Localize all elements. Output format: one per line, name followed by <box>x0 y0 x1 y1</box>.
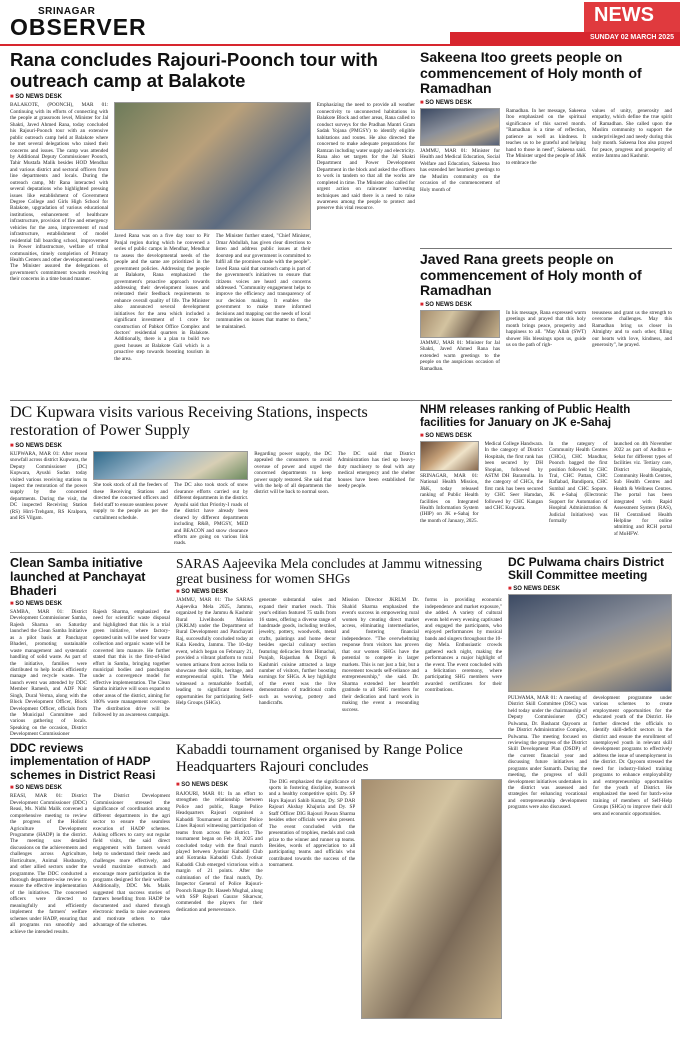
story-headline: Clean Samba initiative launched at Panchayat Bhaderi <box>10 556 146 598</box>
story-photo <box>361 779 502 1019</box>
story-column: The District Development Commissioner stressed the significance of coordination among different departments in the agri sector to ensure the seamless execution of HADP schemes. Asking officers to carry out regular field visits, the said direct engagement with farmers would help to understand their needs and challenges more effectively, and would maximize outreach and encourage more participation in the programs designed for their welfare. Additionally, DDC Ms. Malik suggested that success stories of farmers benefiting from HADP be documented and shared through electronic media to raise awareness and motivate others to take advantage of the schemes. <box>93 793 170 929</box>
story-saras <box>176 556 502 736</box>
story-byline: ■ SO NEWS DESK <box>176 781 228 788</box>
story-javed <box>420 252 672 398</box>
story-byline: ■ SO NEWS DESK <box>10 94 62 101</box>
story-column: Medical College Handwara. In the category of District Hospitals, the first rank has been secured by DH Shopian, followed by ASTM DH Baramulla. In the category of CHCs, the first rank has been secured by CHC Seer Hamdan, followed by CHC Kangan and CHC Kupwara. <box>484 440 543 512</box>
story-photo <box>420 108 500 146</box>
story-column: Emphasizing the need to provide all weather connectivity to unconnected habitations in Balakote Block and other areas, Rana called to conduct surveys for the Pradhan Mantri Gram Sadak Yojana (PMGSY) to identify eligible habitations and routes. He also directed the concerned to make adequate preparations for Ramzan including water supply and electricity. Rana also set targets for the Jal Shakti Department and Power Development Department in the block and asked the officers to work in tandem so that all the works are completed in time. The Minister also called for urgent action on rainwater harvesting techniques and said there is a need to raise awareness among the people to protect and preserve this vital resource. <box>316 102 415 212</box>
story-column: launched on 4th November 2022 as part of Andhra e-Sehat for different types of facilities viz. Tertiary care, District Hospitals, Community Health Centres, Sub Health Centres and Health & Wellness Centres. The portal has been integrated with Rapid Assessment System (RAS), JH Centralised Health Helpline for online admitting and RCH portal of MoHFW. <box>613 440 672 537</box>
story-headline: Sakeena Itoo greets people on commencement of Holy month of Ramadhan <box>420 50 642 97</box>
story-column: Ramadhan. In her message, Sakeena Itoo emphasized on the spiritual significance of this sacred month. "Ramadhan is a time of reflection, patience as well as kindness. It teaches us to be grateful and helping hand to those in need", Sakeena said. The Minister urged the people of J&K to embrace the <box>506 108 586 166</box>
story-column: JAMMU, MAR 01: Minister for Jal Shakti, Javed Ahmed Rana has extended warm greetings to the people on the auspicious occasion of Ramadhan. <box>420 340 500 372</box>
story-byline: ■ SO NEWS DESK <box>10 601 62 607</box>
story-column: values of unity, generosity and empathy, which define the true spirit of Ramadhan. She called upon the Muslim community to support the underprivileged and needy during this holy month. Sakeena Itoo also prayed for peace, progress and prosperity of entire Jammu and Kashmir. <box>592 108 672 160</box>
divider <box>10 738 502 739</box>
story-pulwama <box>508 556 672 1036</box>
brand-city: SRINAGAR <box>38 6 96 17</box>
story-column: She took stock of all the feeders of these Receiving Stations and directed the concerned officers and field staff to ensure seamless power supply to the people as per the curtailment schedule. <box>93 482 168 521</box>
story-column: The Minister further stated, "Chief Minister, Omar Abdullah, has given clear directions to listen and address public issues at their doorstep and our government is committed to fulfil all the promises made with the people". Javed Rana said that outreach camp is part of the government's initiatives to ensure that citizens voices are heard and concerns addressed. "Community engagement helps to improve the efficiency and transparency of our decision making. It enables the government to make more informed decisions and mapping out the needs of local communities on issues that matter to them," he maintained. <box>215 233 311 330</box>
story-column: In his message, Rana expressed warm greetings and prayed that this holy month brings peace, prosperity and happiness to all. "May Allah (SWT) shower His blessings upon us, guide us on the path of righ- <box>506 310 586 349</box>
story-photo <box>508 594 672 692</box>
story-column: RAJOURI, MAR 01: In an effort to strengthen the relationship between Police and public, Range Police Headquarters Rajouri organised a Kabaddi Tournament at District Police Lines Rajouri witnessing participation of teams from across the district. The tournament began on Feb 18, 2025 and concluded today with the final match played between Jyotisar Kabaddi Club and Kotranka Kabaddi Club. Jyotisar Kabaddi Club emerged victorious with a margin of 21 points. After the culmination of the final match, Dy. Inspector General of Police Rajouri-Poonch Range Dr. Haseeb Mughal, along with SSP Rajouri Gaurav Sikarwar, commended the players for their dedication and perseverance. <box>176 791 263 913</box>
story-ddc <box>10 742 170 1036</box>
story-column: KUPWARA, MAR 01: After recent snowfall across district Kupwara, the Deputy Commissioner (DC) Kupwara, Ayushi Sudan today visited various receiving stations to inspect the restoration of the power supply by the concerned departments. During the visit, the DC inspected Receiving Station (RS) Hirri-Trehgam, RS Kralpora, and RS Vilgam. <box>10 450 88 522</box>
story-column: Mission Director JKRLM Dr. Shahid Sharma emphasized the event's success in empowering rural women by creating direct market access, eliminating intermediaries, and fostering financial independence. "The overwhelming response from visitors has proven that our women SHGs have the potential to compete in larger markets. This is not just a fair, but a movement towards self-reliance and entrepreneurship," she said. Dr. Sharma extended her heartfelt gratitude to all SHG members for their dedication and hard work in making the event a resounding success. <box>342 597 419 713</box>
story-samba <box>10 556 170 736</box>
divider <box>420 248 672 249</box>
story-headline: DDC reviews implementation of HADP schemes in District Reasi <box>10 742 156 782</box>
story-sakeena <box>420 50 672 246</box>
story-nhm <box>420 404 672 550</box>
story-column: SAMBA, MAR 01: District Development Commissioner Samba, Rajesh Sharma on Saturday launched the Clean Samba Initiative as a pilot basis at Panchayat Bhaderi, promoting sustainable waste management and systematic handling of solid waste. As part of the initiative, families were distributed to help locals efficiently manage and recycle waste. The launch event was attended by DDC Member Ramesh, and ADF Nair Singh, Dural Verma, along with the Block Development Officer, Block Development Officer, officials from the Municipal Committee and various gathering of locals. Speaking on the occasion, District Development Commissioner <box>10 609 87 736</box>
masthead <box>0 0 680 46</box>
story-kabaddi <box>176 742 502 1036</box>
brand-logo: OBSERVER <box>10 14 147 40</box>
story-kupwara <box>10 404 415 550</box>
story-column: The DIG emphasized the significance of sports in fostering discipline, teamwork and a healthy competitive spirit. Dy. SP Hqrs Rajouri Sahib Kumar, Dy. SP DAR Rajouri Akshay Khajuria and Dy. SP Staff Officer DIG Rajouri Pawan Sharma besides other officials were also present. The event concluded with the presentation of trophies, medals and cash prize to the winner and runner up teams. Besides, words of appreciation to all participating teams and officials who contributed towards the success of the tournament. <box>268 778 356 869</box>
story-column: BALAKOTE, (POONCH), MAR 01: Continuing with its efforts of connecting with the people at grassroots level, Minister for Jal Shakti, Javed Ahmed Rana, today concluded his Rajouri-Poonch tour with an extensive public outreach camp held at Balakote where he met several delegations who raised their concerns and issues. The camp was attended by Additional Deputy Commissioner Poonch, Tahir Mustafa Malik besides HOD Mendhar and various district and sectoral officers from line departments and locals. During the outreach camp, Mr Rana interacted with several deputations who highlighted pressing issues like establishment of Government Degree College and Girls High School for Balakote, upgradation of various educational institutions, enhancement of healthcare infrastructure, provision of fire and emergency vehicles for the area, improvement of road infrastructure, establishment of model residential fall boarding school, improvement in Power infrastructure, welfare of tribal communities, timely completion of Primary Health Centers and other developmental needs. The Minister assured the delegations of government's commitment towards resolving their concerns in a time bound manner. <box>10 102 109 283</box>
edition-date: SUNDAY 02 MARCH 2025 <box>450 32 680 44</box>
story-headline: SARAS Aajeevika Mela concludes at Jammu witnessing great business for women SHGs <box>176 556 482 587</box>
story-column: generate substantial sales and expand their market reach. This year's edition featured 75 stalls from 16 states, offering a diverse range of handmade goods, including textiles, jewelry, pottery, woodwork, metal crafts, paintings and home decor besides special culinary section featuring delicacies from Himachal, Punjab, Rajasthan & Dogri & Kashmiri cuisine attracted a large number of visitors, further boosting earnings for SHGs. A key highlight of the event was the live demonstration of traditional crafts such as weaving, pottery and handicrafts. <box>259 597 336 707</box>
story-photo <box>114 102 311 230</box>
story-headline: Kabaddi tournament organised by Range Police Headquarters Rajouri concludes <box>176 742 463 775</box>
story-byline: ■ SO NEWS DESK <box>420 302 472 309</box>
story-column: In the category of Community Health Centres (CHCs), CHC Mandhar, Poonch bagged the first position followed by CHC Tral, CHC Pattan, CHC Rafiabad, Bandipora, CHC Sumbal and CHC Sopore. JK e-Sahaj (Electronic Support for Automation of Hospital Administration & Judicial Initiatives) was formally <box>549 440 608 524</box>
story-headline: Javed Rana greets people on commencement of Holy month of Ramadhan <box>420 252 642 299</box>
story-column: forms in providing economic independence and market exposure," she added. A variety of cultural events held every evening captivated and engaged the participants, who enjoyed performances by musical bands and singers throughout the 10-day Mela. Enthusiastic crowds gathered each night, making the performances a major highlight of the event. The event concluded with a felicitation ceremony, where participating SHG members were awarded certificates for their contributions. <box>425 597 502 694</box>
story-byline: ■ SO NEWS DESK <box>176 589 228 596</box>
story-column: Javed Rana was on a five day tour to Pir Panjal region during which he convened a series of public camps in Mendhar, Mendhar to assess the developmental needs of the people and the same are prioritized in the government policies. Addressing the people at Balakote, Rana emphasized the government's proactive approach towards addressing their development issues and reiterated their feedback requirements to enhance overall quality of life. The Minister also announced several development initiatives for the area which included a significant investment of 1 crore for construction of Pabkot Office Complex and doctors' residential quarters in Balakote. Additionally, there is a plan to build two guest houses at Balakote Gali which is a proactive step towards boosting tourism in the area. <box>114 233 210 362</box>
story-photo <box>420 310 500 338</box>
story-column: development programme under various schemes to create employment opportunities for the educated youth of the District. He further directed the officials to identify skill-deficit sectors in the district and ensure the enrollment of unemployed youth in relevant skill development programs to effectively address the issue of unemployment in the district. Dr. Qayoom stressed the need for industry-linked training programs to enhance employability and entrepreneurship opportunities for the youth of District. He emphasized the need for batch-wise training of members of Self-Help Groups (SHGs) to improve their skill sets and economic opportunities. <box>593 694 672 817</box>
story-headline: Rana concludes Rajouri-Poonch tour with outreach camp at Balakote <box>10 50 378 91</box>
story-column: Rajesh Sharma, emphasized the need for scientific waste disposal and highlighted that this is a trial green initiative, where factory-operated units will be used for waste collection and organic waste will be converted into manure. He further stated that this is the first-of-kind effort in Samba, bringing together municipal bodies and panchayats under a convergence model for effective implementation. The Clean Samba initiative will soon expand to other areas of the district, aiming for 100% waste management coverage. The distribution drive will be followed by an awareness campaign. <box>93 609 170 718</box>
story-headline: NHM releases ranking of Public Health facilities for January on JK e-Sahaj <box>420 404 631 429</box>
story-byline: ■ SO NEWS DESK <box>10 442 62 449</box>
story-column: The DC said that District Administration has tied up heavy-duty machinery to deal with any medical emergency and the shelter houses have been established for needy people. <box>337 450 415 489</box>
divider <box>10 400 672 401</box>
story-column: JAMMU, MAR 01: The SARAS Aajeevika Mela 2025, Jammu, organized by the Jammu & Kashmir Rural Livelihoods Mission (JKRLM) under the Department of Rural Development and Panchayati Raj, successfully concluded today at Kala Kendra, Jammu. The 10-day event, which began on February 21, provided a vibrant platform to rural women artisans from across India to showcase their skills, heritage, and entrepreneurial spirit. The Mela witnessed a remarkable footfall, leading to significant business opportunities for participating Self-Help Groups (SHGs). <box>176 597 253 707</box>
section-tag: NEWS <box>584 2 680 32</box>
story-byline: ■ SO NEWS DESK <box>420 100 472 107</box>
story-byline: ■ SO NEWS DESK <box>10 785 62 792</box>
story-column: JAMMU, MAR 01: Minister for Health and Medical Education, Social Welfare and Education, Sakeena Itoo has extended her heartiest greetings to the Muslim community on the occasion of the commencement of Holy month of <box>420 148 500 193</box>
story-column: The DC also took stock of snow clearance efforts carried out by different departments in the district. Ayushi said that Priority-I roads of the district have already been cleared by different departments including R&B, PMGSY, MED and BEACON and snow clearance efforts are going on various link roads. <box>173 482 249 547</box>
story-column: PULWAMA, MAR 01: A meeting of District Skill Committee (DSC) was held today under the chairmanship of Deputy Commissioner (DC) Pulwama, Dr. Basharat Qayoom at the District Administrative Complex, Pulwama. The meeting focused on reviewing the progress of the District Skill Development Plan (DSDP) of the current financial year and discussing future initiatives and programs under Samarth. During the meeting, the progress of skill development initiatives undertaken in the district was assessed and strategies for enhancing vocational and entrepreneurship development programs were also discussed. <box>508 694 587 811</box>
story-headline: DC Pulwama chairs District Skill Committee meeting <box>508 556 665 583</box>
story-rajouri <box>10 50 415 398</box>
story-byline: ■ SO NEWS DESK <box>508 585 560 592</box>
story-column: Regarding power supply, the DC appealed the consumers to avoid overuse of power and urged the concerned departments to keep power supply restored. She said that with the help of all departments the district will be back to normal soon. <box>254 450 332 496</box>
story-headline: DC Kupwara visits various Receiving Stations, inspects restoration of Power Supply <box>10 404 368 439</box>
story-column: REASI, MAR 01: District Development Commissioner (DDC) Reasi, Ms. Nidhi Malik convened a comprehensive meeting to review the progress of the Holistic Agriculture Development Programme (HADP) in the district. The meeting saw detailed discussions on the achievements and challenges across Agriculture, Horticulture, Animal Husbandry, and other allied sectors under the programme. The DDC conducted a thorough department-wise review to ensure the effective implementation of the initiatives. The concerned officers were directed to meaningfully and efficiently implement the farmers' welfare schemes under HADP, ensuring that all programs run smoothly and achieve the intended results. <box>10 793 87 935</box>
story-column: SRINAGAR, MAR 01: National Health Mission, J&K, today released ranking of Public Health facilities on Integrated Health Information System (IHIP) on JK e-Sahaj for the month of January, 2025. <box>420 472 479 524</box>
story-photo <box>93 451 248 481</box>
story-column: teousness and grant us the strength to overcome challenges. May this Ramadhan bring us closer in Almighty and to each other, filling our hearts with love, kindness, and generosity", he prayed. <box>592 310 672 349</box>
masthead-rule <box>0 44 680 46</box>
story-byline: ■ SO NEWS DESK <box>420 432 472 439</box>
story-photo <box>420 441 479 471</box>
divider <box>10 552 672 553</box>
